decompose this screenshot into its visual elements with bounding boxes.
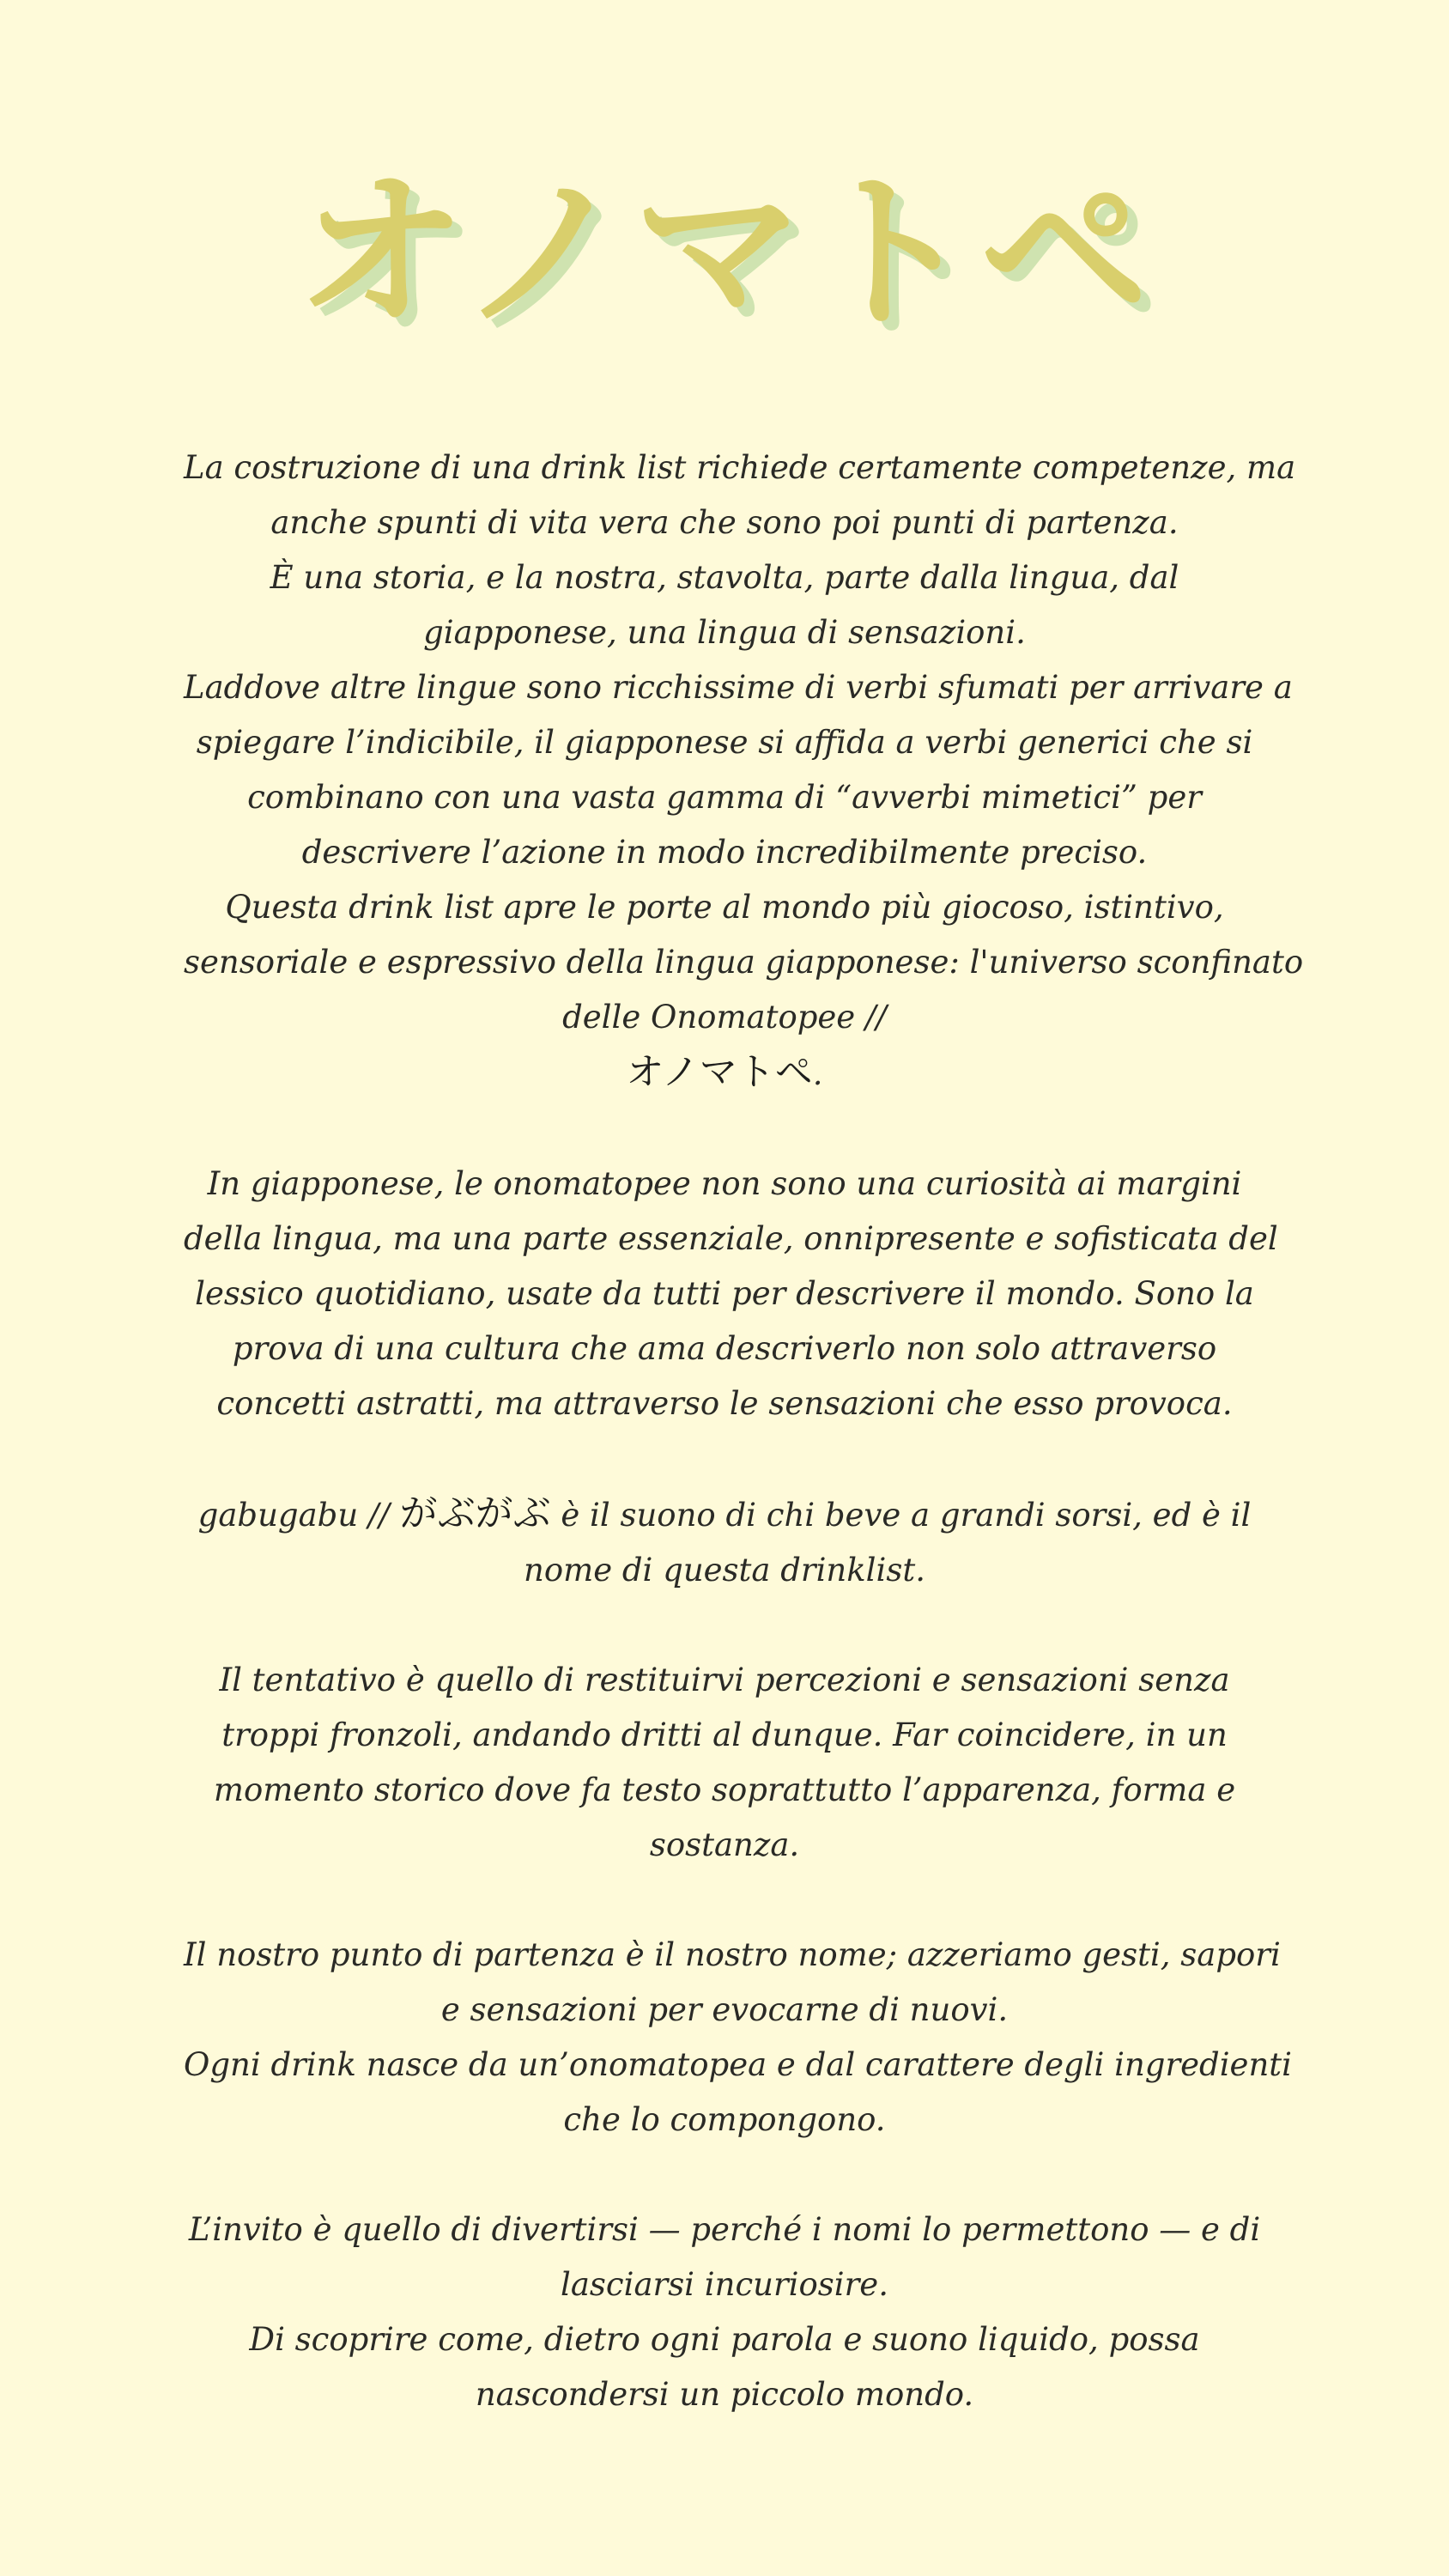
paragraph-4-line: Il tentativo è quello di restituirvi percezioni e sensazioni senza bbox=[219, 1662, 1230, 1698]
paragraph-6-line: Di scoprire come, dietro ogni parola e suono liquido, possa bbox=[249, 2321, 1200, 2358]
intro-line: È una storia, e la nostra, stavolta, parte dalla lingua, dal bbox=[270, 559, 1179, 596]
paragraph-5-line: che lo compongono. bbox=[563, 2101, 886, 2138]
intro-line: La costruzione di una drink list richiede certamente competenze, ma bbox=[184, 449, 1296, 486]
gabugabu-line bbox=[184, 1486, 1265, 1543]
intro-line: delle Onomatopee // bbox=[562, 999, 887, 1036]
paragraph-5-line: Il nostro punto di partenza è il nostro nome; azzeriamo gesti, sapori bbox=[184, 1936, 1281, 1973]
paragraph-gap bbox=[184, 2148, 1265, 2202]
paragraph-2-line: concetti astratti, ma attraverso le sensazioni che esso provoca. bbox=[216, 1385, 1233, 1422]
intro-text bbox=[184, 440, 1304, 2422]
paragraph-6-line: L’invito è quello di divertirsi — perché i nomi lo permettono — e di bbox=[188, 2211, 1261, 2248]
paragraph-3-line: nome di questa drinklist. bbox=[524, 1552, 925, 1589]
intro-line: sensoriale e espressivo della lingua giapponese: l'universo sconfinato bbox=[184, 944, 1304, 981]
paragraph-gap bbox=[184, 1102, 1265, 1157]
paragraph-5-line: Ogni drink nasce da un’onomatopea e dal carattere degli ingredienti bbox=[184, 2046, 1292, 2083]
paragraph-2-line: prova di una cultura che ama descriverlo non solo attraverso bbox=[232, 1330, 1217, 1367]
paragraph-4-line: troppi fronzoli, andando dritti al dunque. Far coincidere, in un bbox=[221, 1716, 1228, 1753]
intro-line: anche spunti di vita vera che sono poi punti di partenza. bbox=[270, 504, 1179, 541]
onomatope-suffix: . bbox=[812, 1055, 823, 1092]
intro-line: Laddove altre lingue sono ricchissime di verbi sfumati per arrivare a bbox=[184, 669, 1293, 706]
paragraph-4-line: momento storico dove fa testo soprattutto l’apparenza, forma e bbox=[213, 1771, 1236, 1808]
gabugabu-suffix: è il suono di chi beve a grandi sorsi, ed è il bbox=[550, 1497, 1252, 1534]
onomatope-word: オノマトペ bbox=[626, 1050, 813, 1094]
gabugabu-word: がぶがぶ bbox=[399, 1492, 551, 1535]
intro-line: combinano con una vasta gamma di “avverbi mimetici” per bbox=[247, 779, 1202, 816]
onomatope-line bbox=[184, 1045, 1265, 1102]
page-title: オノマトペ bbox=[295, 154, 1154, 352]
paragraph-gap bbox=[184, 1873, 1265, 1928]
paragraph-2-line: In giapponese, le onomatopee non sono una curiosità ai margini bbox=[207, 1165, 1242, 1202]
intro-line: descrivere l’azione in modo incredibilmente preciso. bbox=[301, 834, 1148, 871]
paragraph-2-line: lessico quotidiano, usate da tutti per descrivere il mondo. Sono la bbox=[195, 1275, 1254, 1312]
intro-line: giapponese, una lingua di sensazioni. bbox=[423, 614, 1026, 651]
gabugabu-prefix: gabugabu // bbox=[197, 1497, 400, 1534]
paragraph-6-line: nascondersi un piccolo mondo. bbox=[475, 2376, 974, 2413]
paragraph-2-line: della lingua, ma una parte essenziale, onnipresente e sofisticata del bbox=[184, 1220, 1278, 1257]
paragraph-gap bbox=[184, 1431, 1265, 1486]
intro-line: Questa drink list apre le porte al mondo più giocoso, istintivo, bbox=[225, 889, 1224, 926]
paragraph-4-line: sostanza. bbox=[649, 1826, 800, 1863]
paragraph-6-line: lasciarsi incuriosire. bbox=[561, 2266, 888, 2303]
paragraph-gap bbox=[184, 1598, 1265, 1653]
paragraph-5-line: e sensazioni per evocarne di nuovi. bbox=[440, 1991, 1009, 2028]
intro-line: spiegare l’indicibile, il giapponese si affida a verbi generici che si bbox=[196, 724, 1253, 761]
